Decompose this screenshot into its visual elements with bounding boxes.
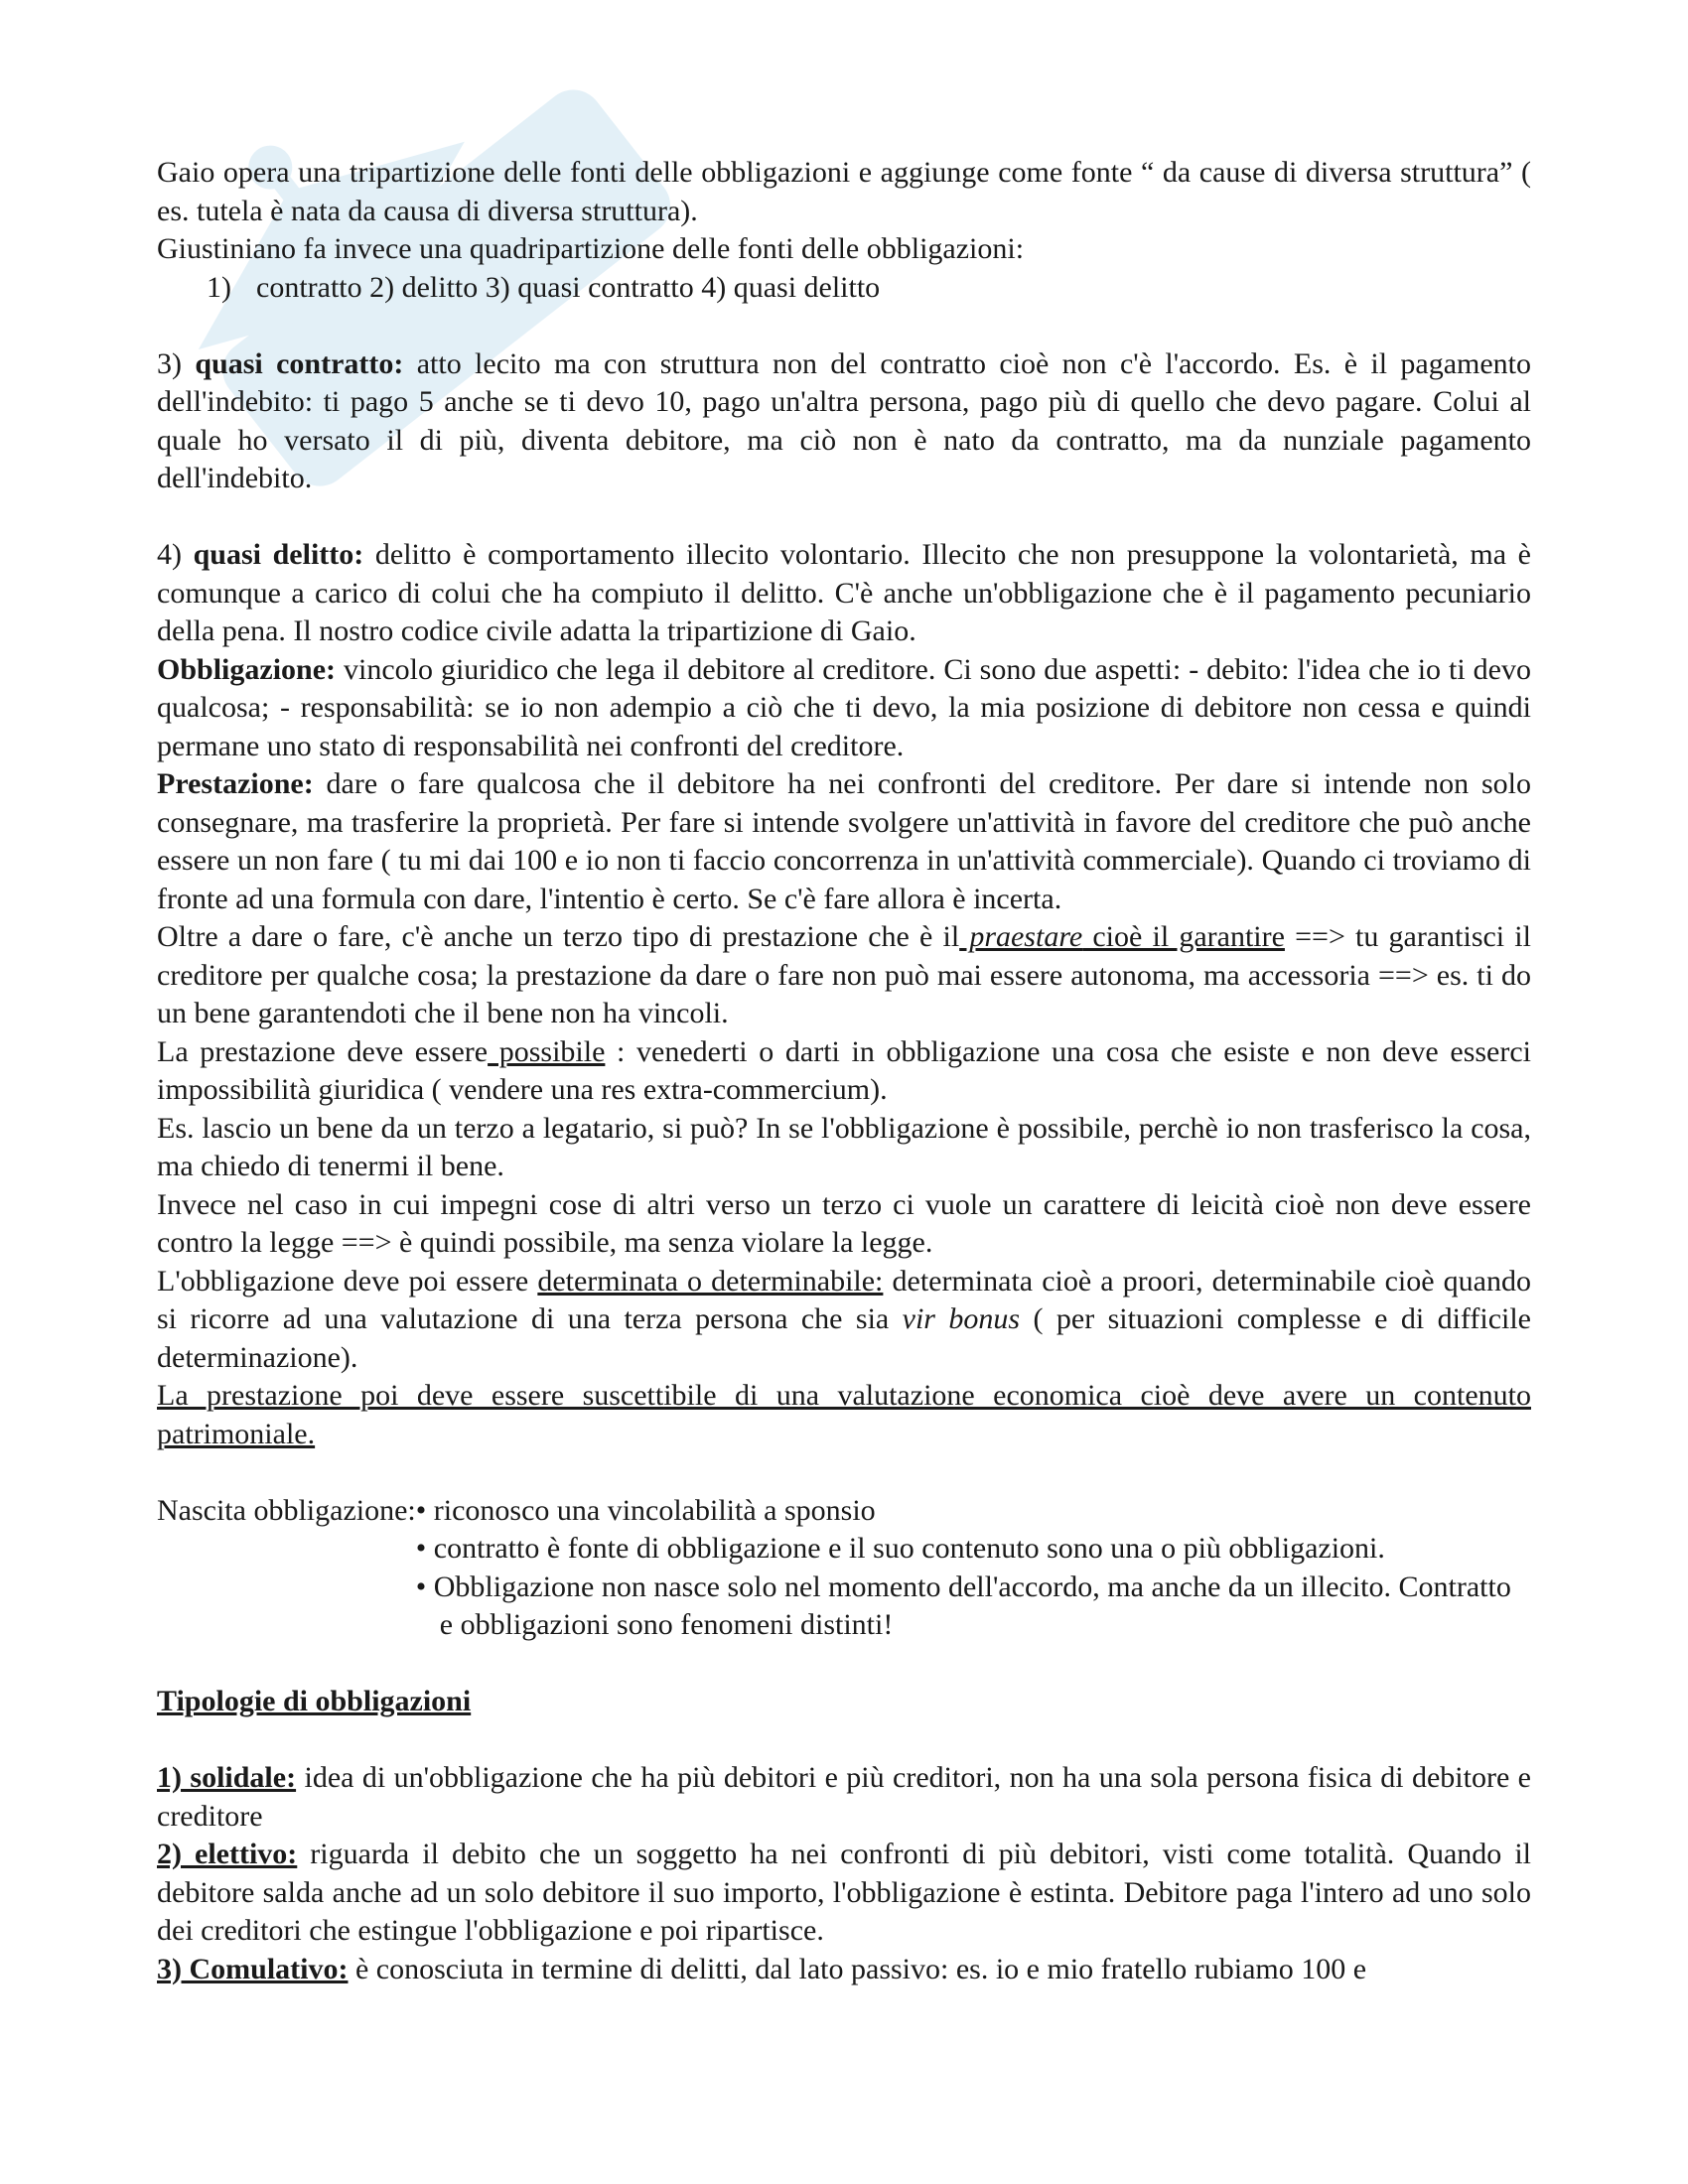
paragraph-solidale (157, 1759, 1531, 1836)
section-heading-tipologie (157, 1683, 1531, 1721)
term-quasi-delitto: quasi delitto: (193, 538, 364, 571)
term-prestazione: Prestazione: (157, 767, 314, 800)
paragraph-prestazione (157, 765, 1531, 918)
term-determinata: determinata o determinabile: (537, 1264, 884, 1297)
paragraph-text: riguarda il debito che un soggetto ha nei confronti di più debitori, visti come totalità. Quando il debitore salda anche ad un solo debitore il suo importo, l'obbligazione è estinta. Debitore paga l'intero ad uno solo dei creditori che estingue l'obbligazione e poi ripartisce. (157, 1838, 1531, 1947)
paragraph-text: Oltre a dare o fare, c'è anche un terzo tipo di prestazione che è il (157, 920, 960, 953)
section-number: 4) (157, 538, 182, 571)
term-possibile: possibile (488, 1034, 606, 1068)
paragraph-legatario: Es. lascio un bene da un terzo a legatario, si può? In se l'obbligazione è possibile, perchè io non trasferisco la cosa, ma chiedo di tenermi il bene. (157, 1111, 1531, 1182)
term-comulativo: 3) Comulativo: (157, 1952, 349, 1985)
term-praestare (959, 920, 1285, 953)
term-quasi-contratto: quasi contratto: (195, 346, 404, 380)
list-item-fonti (157, 269, 1531, 308)
nascita-obbligazione (157, 1492, 1531, 1645)
paragraph-patrimoniale: La prestazione poi deve essere suscettibile di una valutazione economica cioè deve avere un contenuto patrimoniale. (157, 1379, 1531, 1450)
paragraph-text: dare o fare qualcosa che il debitore ha nei confronti del creditore. Per dare si intende non solo consegnare, ma trasferire la proprietà. Per fare si intende svolgere un'attività in favore del creditore che può anche essere un non fare ( tu mi dai 100 e io non ti faccio concorrenza in un'attività commerciale). Quando ci troviamo di fronte ad una formula con dare, l'intentio è certo. Se c'è fare allora è incerta. (157, 767, 1531, 915)
paragraph-possibile (157, 1033, 1531, 1110)
heading-text: Tipologie di obbligazioni (157, 1685, 472, 1717)
paragraph-comulativo (157, 1951, 1531, 1989)
list-item: • Obbligazione non nasce solo nel momento dell'accordo, ma anche da un illecito. Contratto e obbligazioni sono fenomeni distinti! (415, 1570, 1511, 1641)
term-praestare-italic: praestare (959, 920, 1083, 953)
list-item: • contratto è fonte di obbligazione e il suo contenuto sono una o più obbligazioni. (415, 1532, 1385, 1565)
paragraph-gaio: Gaio opera una tripartizione delle fonti delle obbligazioni e aggiunge come fonte “ da cause di diversa struttura” ( es. tutela è nata da causa di diversa struttura). (157, 156, 1531, 227)
paragraph-determinata (157, 1263, 1531, 1378)
term-praestare-tail: cioè il garantire (1082, 920, 1285, 953)
paragraph-text: ( per situazioni complesse e di difficile determinazione). (157, 1302, 1531, 1374)
paragraph-text: vincolo giuridico che lega il debitore al creditore. Ci sono due aspetti: - debito: l'idea che io ti devo qualcosa; - responsabilità: se io non adempio a ciò che ti devo, la mia posizione di debitore non cessa e quindi permane uno stato di responsabilità nei confronti del creditore. (157, 652, 1531, 762)
nascita-label: Nascita obbligazione: (157, 1493, 416, 1527)
paragraph-text: determinata cioè a proori, determinabile cioè quando si ricorre ad una valutazione di una terza persona che sia (157, 1264, 1532, 1335)
paragraph-elettivo (157, 1836, 1531, 1951)
term-elettivo: 2) elettivo: (157, 1838, 298, 1870)
paragraph-text: L'obbligazione deve poi essere (157, 1264, 538, 1297)
term-solidale: 1) solidale: (157, 1761, 297, 1794)
section-number: 3) (157, 346, 182, 380)
paragraph-text: è conosciuta in termine di delitti, dal lato passivo: es. io e mio fratello rubiamo 100 e (348, 1952, 1367, 1985)
paragraph-text: atto lecito ma con struttura non del contratto cioè non c'è l'accordo. Es. è il pagamento dell'indebito: ti pago 5 anche se ti devo 10, pago un'altra persona, pago più di quello che devo pagare. Colui al quale ho versato il di più, diventa debitore, ma ciò non è nato da contratto, ma da nunziale pagamento dell'indebito. (157, 346, 1532, 494)
list-number: 1) (207, 270, 231, 304)
paragraph-quasi-contratto (157, 345, 1531, 498)
document-page (157, 154, 1531, 1988)
paragraph-obbligazione (157, 651, 1531, 766)
paragraph-text: : venederti o darti in obbligazione una cosa che esiste e non deve esserci impossibilità giuridica ( vendere una res extra-commercium). (157, 1034, 1531, 1106)
list-item: • riconosco una vincolabilità a sponsio (415, 1493, 876, 1527)
paragraph-giustiniano: Giustiniano fa invece una quadripartizione delle fonti delle obbligazioni: (157, 232, 1025, 265)
paragraph-text: ==> tu garantisci il creditore per qualche cosa; la prestazione da dare o fare non può mai essere autonoma, ma accessoria ==> es. ti do un bene garantendoti che il bene non ha vincoli. (157, 920, 1531, 1029)
paragraph-quasi-delitto (157, 536, 1531, 651)
paragraph-praestare (157, 918, 1531, 1033)
paragraph-text: La prestazione deve essere (157, 1034, 489, 1068)
paragraph-text: delitto è comportamento illecito volontario. Illecito che non presuppone la volontarietà, ma è comunque a carico di colui che ha compiuto il delitto. C'è anche un'obbligazione che è il pagamento pecuniario della pena. Il nostro codice civile adatta la tripartizione di Gaio. (157, 538, 1531, 647)
nascita-list (416, 1492, 1531, 1645)
list-item-text: contratto 2) delitto 3) quasi contratto 4) quasi delitto (256, 270, 881, 304)
term-vir-bonus: vir bonus (902, 1302, 1021, 1335)
paragraph-liceita: Invece nel caso in cui impegni cose di altri verso un terzo ci vuole un carattere di leicità cioè non deve essere contro la legge ==> è quindi possibile, ma senza violare la legge. (157, 1187, 1531, 1259)
paragraph-text: idea di un'obbligazione che ha più debitori e più creditori, non ha una sola persona fisica di debitore e creditore (157, 1761, 1531, 1833)
term-obbligazione: Obbligazione: (157, 652, 337, 686)
